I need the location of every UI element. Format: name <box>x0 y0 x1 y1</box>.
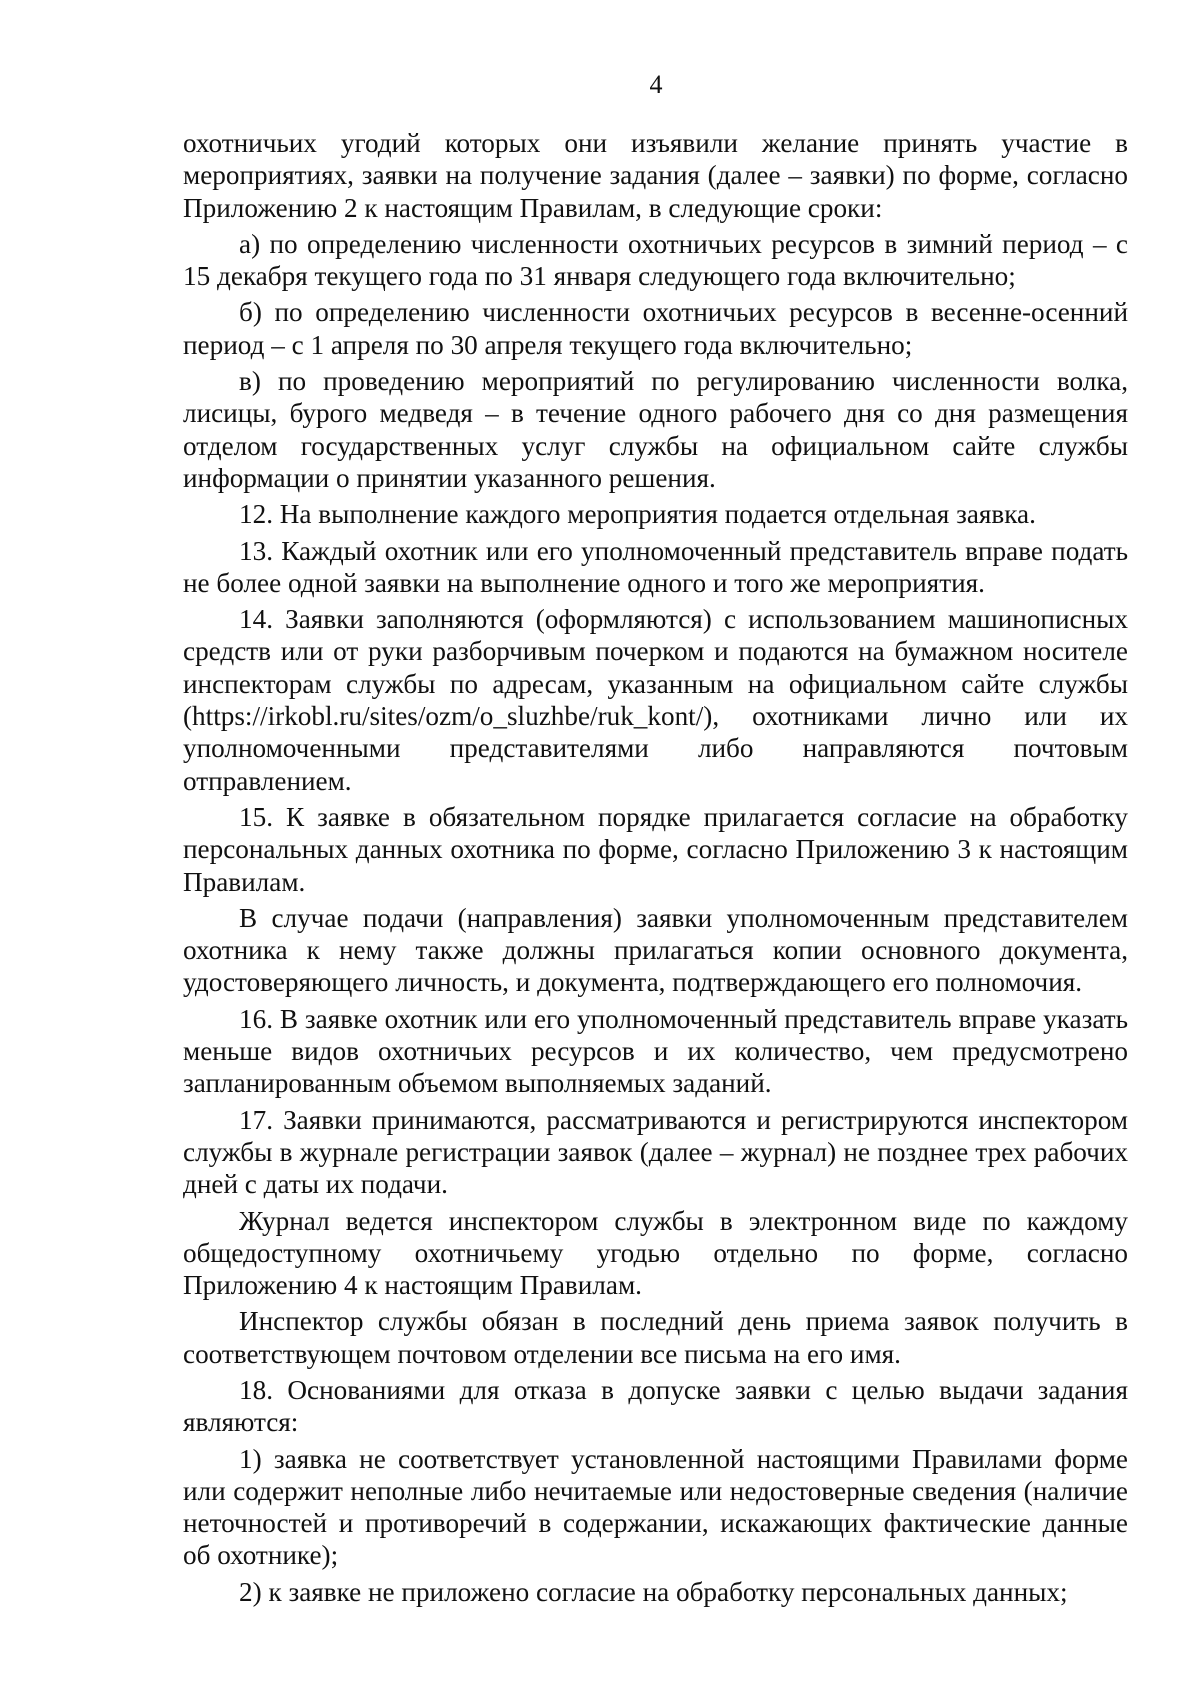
paragraph-item-b: б) по определению численности охотничьих ресурсов в весенне-осенний период – с 1 апреля по 30 апреля текущего года включительно; <box>183 297 1128 360</box>
document-body <box>183 127 1128 1608</box>
paragraph-reason-2: 2) к заявке не приложено согласие на обработку персональных данных; <box>239 1576 1068 1607</box>
paragraph-clause-13: 13. Каждый охотник или его уполномоченный представитель вправе подать не более одной заявки на выполнение одного и того же мероприятия. <box>183 535 1128 598</box>
paragraph-clause-15-continued: В случае подачи (направления) заявки уполномоченным представителем охотника к нему также должны прилагаться копии основного документа, удостоверяющего личность, и документа, подтверждающего его полномочия. <box>183 902 1128 998</box>
paragraph-clause-17: 17. Заявки принимаются, рассматриваются и регистрируются инспектором службы в журнале регистрации заявок (далее – журнал) не позднее трех рабочих дней с даты их подачи. <box>183 1104 1128 1200</box>
paragraph-inspector: Инспектор службы обязан в последний день приема заявок получить в соответствующем почтовом отделении все письма на его имя. <box>183 1306 1128 1369</box>
paragraph-clause-14: 14. Заявки заполняются (оформляются) с использованием машинописных средств или от руки разборчивым почерком и подаются на бумажном носителе инспекторам службы по адресам, указанным на официальном сайте службы (https://irkobl.ru/sites/ozm/o_sluzhbe/ruk_kont/), охотниками лично или их уполномоченными представителями либо направляются почтовым отправлением. <box>183 604 1128 796</box>
paragraph-clause-18: 18. Основаниями для отказа в допуске заявки с целью выдачи задания являются: <box>183 1374 1128 1438</box>
paragraph-journal: Журнал ведется инспектором службы в электронном виде по каждому общедоступному охотничьему угодью отдельно по форме, согласно Приложению 4 к настоящим Правилам. <box>183 1205 1128 1301</box>
paragraph-clause-16: 16. В заявке охотник или его уполномоченный представитель вправе указать меньше видов охотничьих ресурсов и их количество, чем предусмотрено запланированным объемом выполняемых заданий. <box>183 1003 1128 1099</box>
page-number: 4 <box>649 70 663 99</box>
paragraph-clause-12: 12. На выполнение каждого мероприятия подается отдельная заявка. <box>239 499 1036 530</box>
paragraph-reason-1: 1) заявка не соответствует установленной настоящими Правилами форме или содержит неполные либо нечитаемые или недостоверные сведения (наличие неточностей и противоречий в содержании, искажающих фактические данные об охотнике); <box>183 1443 1128 1571</box>
paragraph-clause-15: 15. К заявке в обязательном порядке прилагается согласие на обработку персональных данных охотника по форме, согласно Приложению 3 к настоящим Правилам. <box>183 801 1128 897</box>
paragraph-continuation: охотничьих угодий которых они изъявили желание принять участие в мероприятиях, заявки на получение задания (далее – заявки) по форме, согласно Приложению 2 к настоящим Правилам, в следующие сроки: <box>183 128 1128 223</box>
paragraph-item-v: в) по проведению мероприятий по регулированию численности волка, лисицы, бурого медведя – в течение одного рабочего дня со дня размещения отделом государственных услуг службы на официальном сайте службы информации о принятии указанного решения. <box>183 366 1128 493</box>
paragraph-item-a: а) по определению численности охотничьих ресурсов в зимний период – с 15 декабря текущего года по 31 января следующего года включительно; <box>183 228 1128 292</box>
